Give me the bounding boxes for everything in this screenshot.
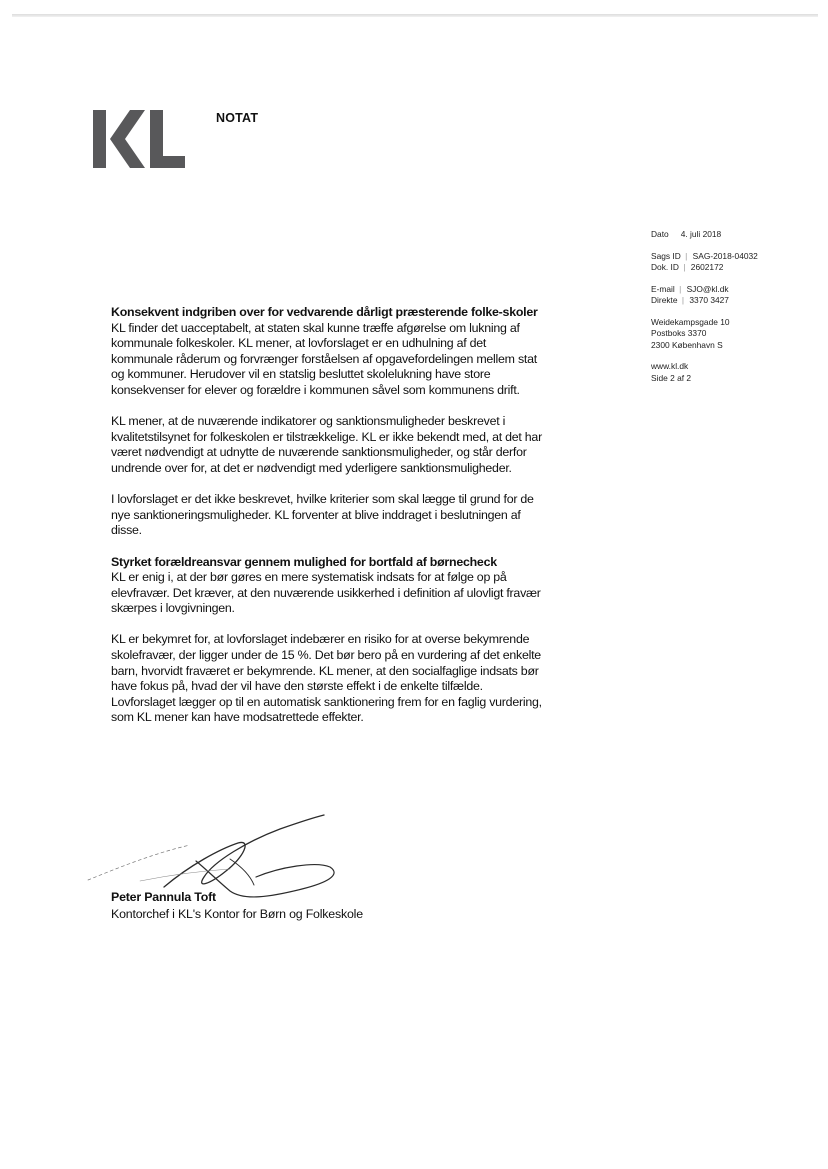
separator <box>671 229 678 239</box>
signatory-title: Kontorchef i KL's Kontor for Børn og Folkeskole <box>111 906 363 921</box>
date-row <box>651 229 758 241</box>
signature-block <box>111 889 363 922</box>
section-heading: Konsekvent indgriben over for vedvarende dårligt præsterende folke-skoler <box>111 305 538 319</box>
website-link[interactable]: www.kl.dk <box>651 361 689 371</box>
section-parental-responsibility <box>111 555 543 727</box>
email-label: E-mail <box>651 283 675 294</box>
separator: | <box>679 283 682 294</box>
section-school-intervention <box>111 305 543 539</box>
id-group <box>651 251 758 274</box>
doc-id-label: Dok. ID <box>651 262 679 272</box>
address-line: 2300 København S <box>651 339 723 350</box>
case-id-row <box>651 251 758 263</box>
date-group <box>651 229 758 241</box>
direct-label: Direkte <box>651 295 678 305</box>
body-paragraph: KL mener, at de nuværende indikatorer og sanktionsmuligheder beskrevet i kvalitetstilsynet for folkeskolen er tilstrækkelige. KL er ikke bekendt med, at det har været nødvendigt at udnytte de nuværende sanktionsmuligheder, og står derfor undrende over for, at det er nødvendigt med yderligere sanktionsmuligheder. <box>111 414 542 475</box>
case-id-value: SAG-2018-04032 <box>692 250 758 261</box>
contact-group <box>651 284 758 307</box>
body-paragraph: KL er enig i, at der bør gøres en mere systematisk indsats for at følge op på elevfravær. Det kræver, at den nuværende usikkerhed i definition af ulovligt fravær skærpes i lovgivningen. <box>111 570 541 616</box>
letter-body <box>111 305 543 742</box>
direct-phone-row <box>651 295 758 307</box>
direct-value: 3370 3427 <box>689 295 729 305</box>
separator: | <box>685 250 688 261</box>
section-heading: Styrket forældreansvar gennem mulighed for bortfald af børnecheck <box>111 554 497 569</box>
email-value[interactable]: SJO@kl.dk <box>686 283 729 294</box>
web-page-group <box>651 361 758 384</box>
separator: | <box>681 295 685 305</box>
body-paragraph: KL finder det uacceptabelt, at staten skal kunne træffe afgørelse om lukning af kommunale folkeskoler. KL mener, at lovforslaget er en udhulning af det kommunale råderum og forvrænger forståelsen af opgavefordelingen mellem stat og kommuner. Herudover vil en statslig besluttet skolelukning have store konsekvenser for elever og forældre i kommunen såvel som kommunens drift. <box>111 320 537 397</box>
address-line: Postboks 3370 <box>651 328 707 338</box>
doc-id-value: 2602172 <box>690 262 724 272</box>
separator: | <box>683 262 686 272</box>
email-row <box>651 284 758 296</box>
signatory-name: Peter Pannula Toft <box>111 890 216 904</box>
page-number: Side 2 af 2 <box>651 372 692 383</box>
body-paragraph: KL er bekymret for, at lovforslaget indebærer en risiko for at overse bekymrende skolefravær, der ligger under de 15 %. Det bør bero på en vurdering af det enkelte barn, hvorvidt fraværet er bekymrende. KL mener, at den socialfaglige indsats bør have fokus på, hvad der vil have den største effekt i de enkelte tilfælde. Lovforslaget lægger op til en automatisk sanktionering frem for en faglig vurdering, som KL mener kan have modsatrettede effekter. <box>111 632 542 725</box>
case-id-label: Sags ID <box>651 250 681 261</box>
kl-logo <box>93 110 185 168</box>
date-value: 4. juli 2018 <box>680 229 722 239</box>
document-type: NOTAT <box>216 111 259 125</box>
doc-id-row <box>651 262 758 274</box>
address-line: Weidekampsgade 10 <box>651 316 730 327</box>
body-paragraph: I lovforslaget er det ikke beskrevet, hvilke kriterier som skal lægge til grund for de nye sanktioneringsmuligheder. KL forventer at blive inddraget i beslutningen af disse. <box>111 492 534 538</box>
address-group <box>651 317 758 352</box>
date-label: Dato <box>651 229 669 239</box>
document-metadata <box>651 229 758 394</box>
page-top-edge <box>12 14 818 17</box>
